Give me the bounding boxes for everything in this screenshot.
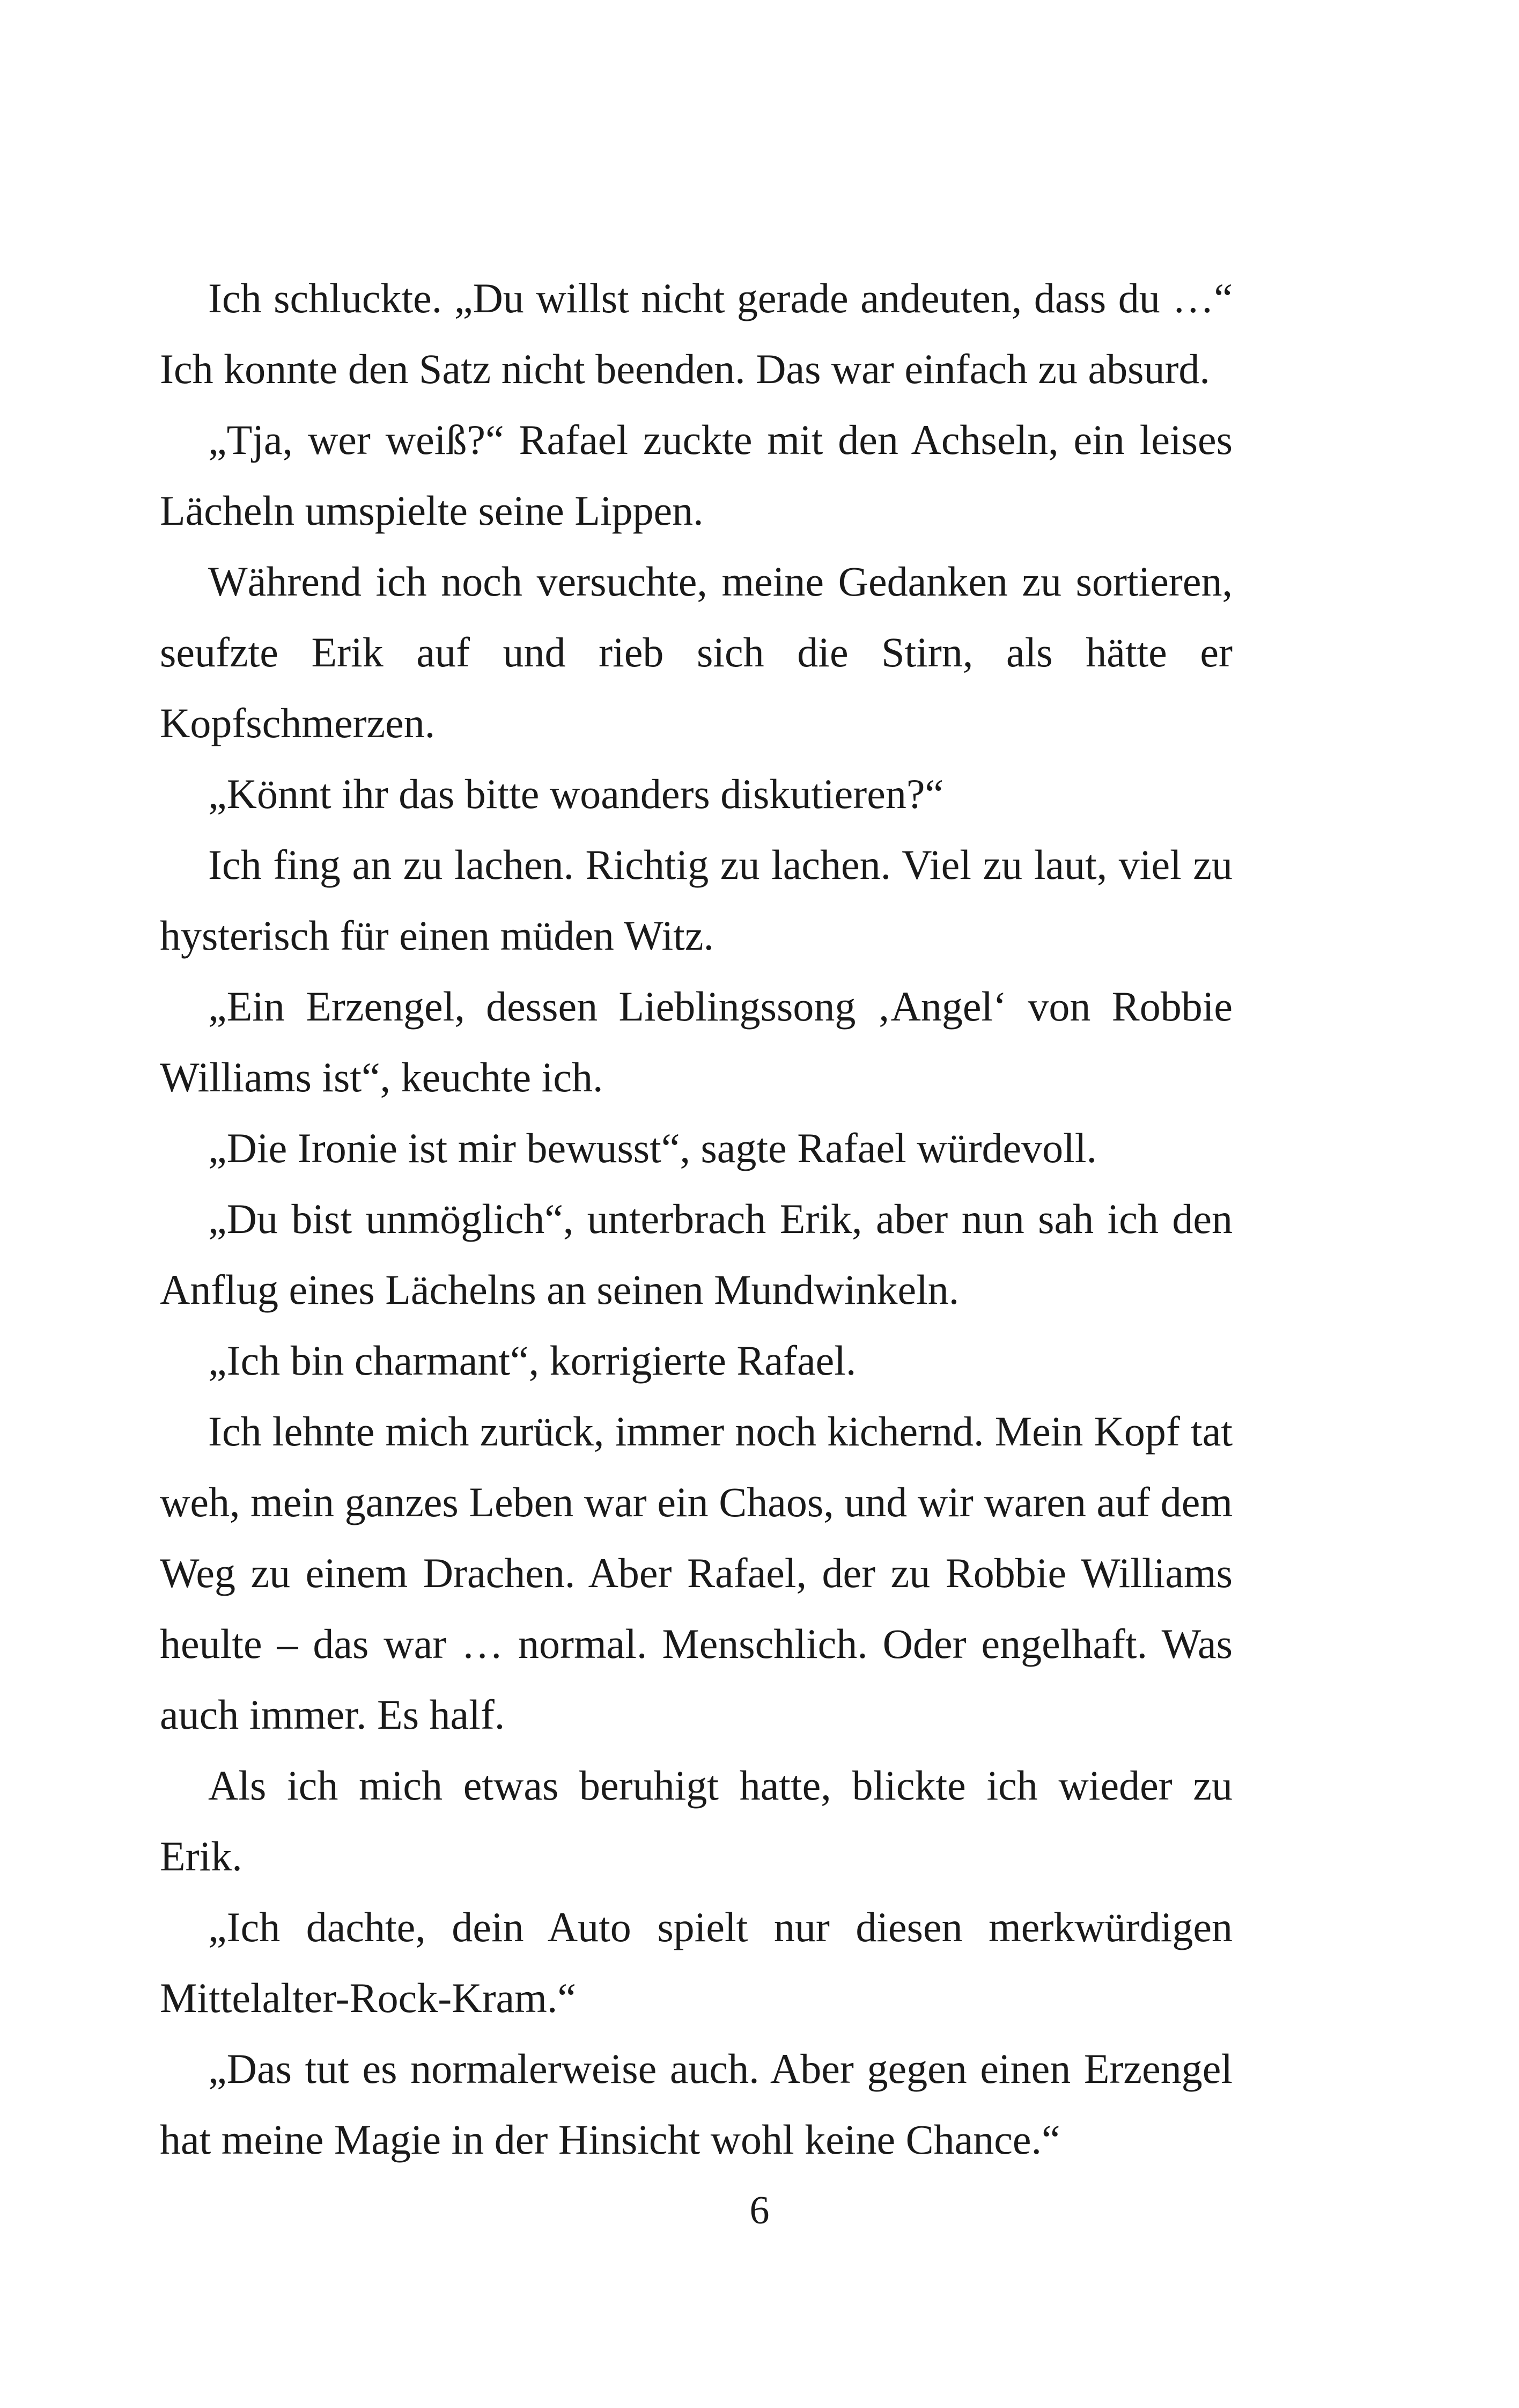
paragraph: Ich schluckte. „Du willst nicht gerade andeuten, dass du …“ Ich konnte den Satz nicht beenden. Das war einfach zu absurd. [160,275,1233,392]
paragraph: „Ich dachte, dein Auto spielt nur diesen merkwürdigen Mittelalter-Rock-Kram.“ [160,1904,1233,2021]
paragraph: „Du bist unmöglich“, unterbrach Erik, aber nun sah ich den Anflug eines Lächelns an seinen Mundwinkeln. [160,1195,1233,1313]
body-text [160,263,1233,2175]
paragraph: „Die Ironie ist mir bewusst“, sagte Rafael würdevoll. [208,1125,1097,1171]
paragraph: „Tja, wer weiß?“ Rafael zuckte mit den Achseln, ein leises Lächeln umspielte seine Lippen. [160,416,1233,534]
paragraph: „Könnt ihr das bitte woanders diskutieren?“ [208,770,944,817]
paragraph: Während ich noch versuchte, meine Gedanken zu sortieren, seufzte Erik auf und rieb sich die Stirn, als hätte er Kopfschmerzen. [160,558,1233,746]
paragraph: Ich lehnte mich zurück, immer noch kichernd. Mein Kopf tat weh, mein ganzes Leben war ein Chaos, und wir waren auf dem Weg zu einem Drachen. Aber Rafael, der zu Robbie Williams heulte – das war … normal. Menschlich. Oder engelhaft. Was auch immer. Es half. [160,1408,1233,1738]
paragraph: „Ich bin charmant“, korrigierte Rafael. [208,1337,857,1384]
paragraph: Ich fing an zu lachen. Richtig zu lachen. Viel zu laut, viel zu hysterisch für einen müden Witz. [160,841,1233,959]
paragraph: „Das tut es normalerweise auch. Aber gegen einen Erzengel hat meine Magie in der Hinsicht wohl keine Chance.“ [160,2045,1233,2163]
paragraph: Als ich mich etwas beruhigt hatte, blickte ich wieder zu Erik. [160,1762,1233,1880]
page-number: 6 [749,2189,770,2233]
paragraph: „Ein Erzengel, dessen Lieblingssong ‚Angel‘ von Robbie Williams ist“, keuchte ich. [160,983,1233,1100]
